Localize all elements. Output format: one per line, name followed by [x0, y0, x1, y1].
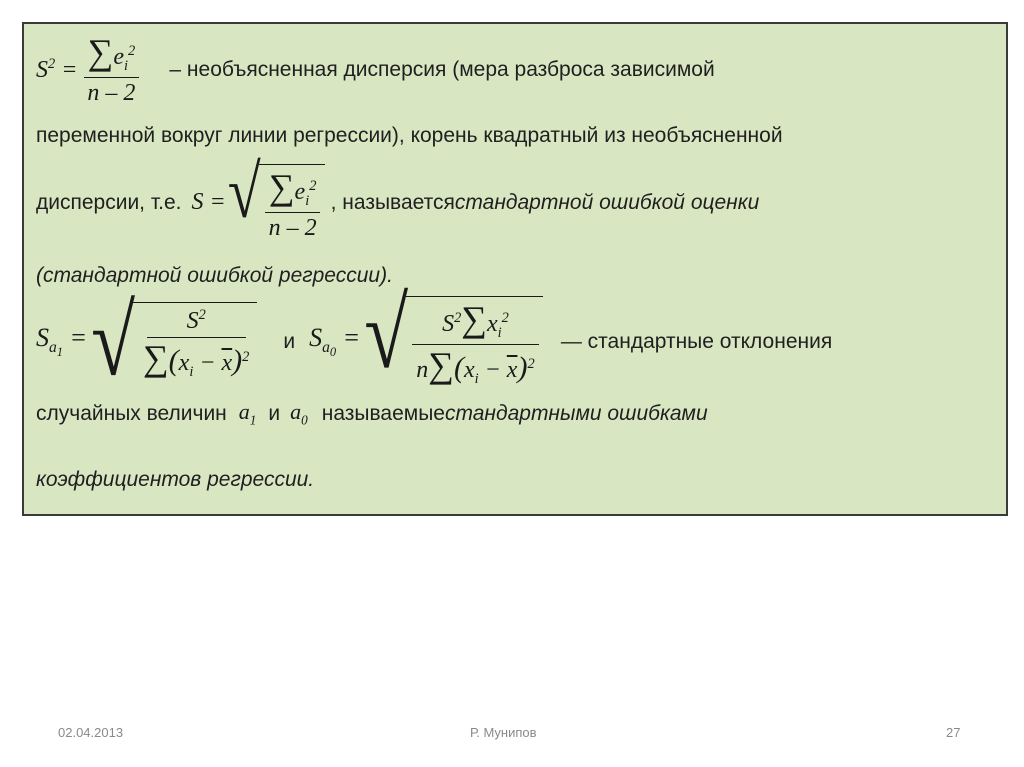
text-line-3-prefix: дисперсии, т.е. — [36, 190, 182, 214]
text-line-6-mid: называемые — [321, 401, 445, 425]
text-line-2-content: переменной вокруг линии регрессии), корень квадратный из необъясненной — [36, 124, 783, 147]
text-line-1: – необъясненная дисперсия (мера разброса зависимой — [169, 58, 715, 82]
text-line-7-italic: коэффициентов регрессии. — [36, 468, 315, 491]
sqrt-sa0: √ $\frac{S^2\sum x_i^2}{n\sum(x_i - \overline{x})^2}$ — [364, 296, 543, 388]
text-line-3-italic: стандартной ошибкой оценки — [454, 190, 760, 214]
text-line-6-and: и — [268, 401, 281, 425]
formula-line-6 — [36, 399, 708, 428]
formula-line-3 — [36, 150, 760, 242]
text-line-6-prefix: случайных величин — [36, 401, 227, 425]
text-line-5-suffix: — стандартные отклонения — [560, 329, 833, 353]
content-box — [22, 22, 1008, 516]
text-line-6-italic: стандартными ошибками — [444, 401, 708, 425]
formula-sa0: $S_{a_0}$ = — [309, 323, 361, 360]
footer-date: 02.04.2013 — [58, 725, 124, 740]
text-line-3-mid: , называется — [330, 190, 455, 214]
symbol-a0: $a_0$ — [290, 399, 308, 428]
sqrt-standard-error: √ $\frac{\sum e_i^2}{n - 2}$ — [228, 164, 325, 242]
sqrt-sa1: √ $\frac{S^2}{\sum(x_i - \overline{x})^2}$ — [91, 302, 257, 382]
formula-line-5 — [36, 279, 833, 397]
text-line-4 — [36, 264, 393, 288]
formula-line-1 — [36, 34, 715, 107]
footer-author: Р. Мунипов — [470, 725, 537, 740]
footer-page-number: 27 — [946, 725, 961, 740]
formula-s: S = — [191, 189, 226, 216]
formula-sa1: $S_{a_1}$ = — [36, 323, 88, 360]
text-line-7 — [36, 468, 314, 492]
text-line-4-italic: (стандартной ошибкой регрессии). — [36, 264, 393, 287]
text-line-5-and: и — [283, 329, 296, 353]
text-line-2 — [36, 124, 783, 148]
formula-s2: $S^2$ = — [36, 56, 78, 84]
symbol-a1: $a_1$ — [238, 399, 257, 428]
fraction-variance: $\frac{\sum e_i^2}{n - 2}$ — [83, 34, 139, 107]
